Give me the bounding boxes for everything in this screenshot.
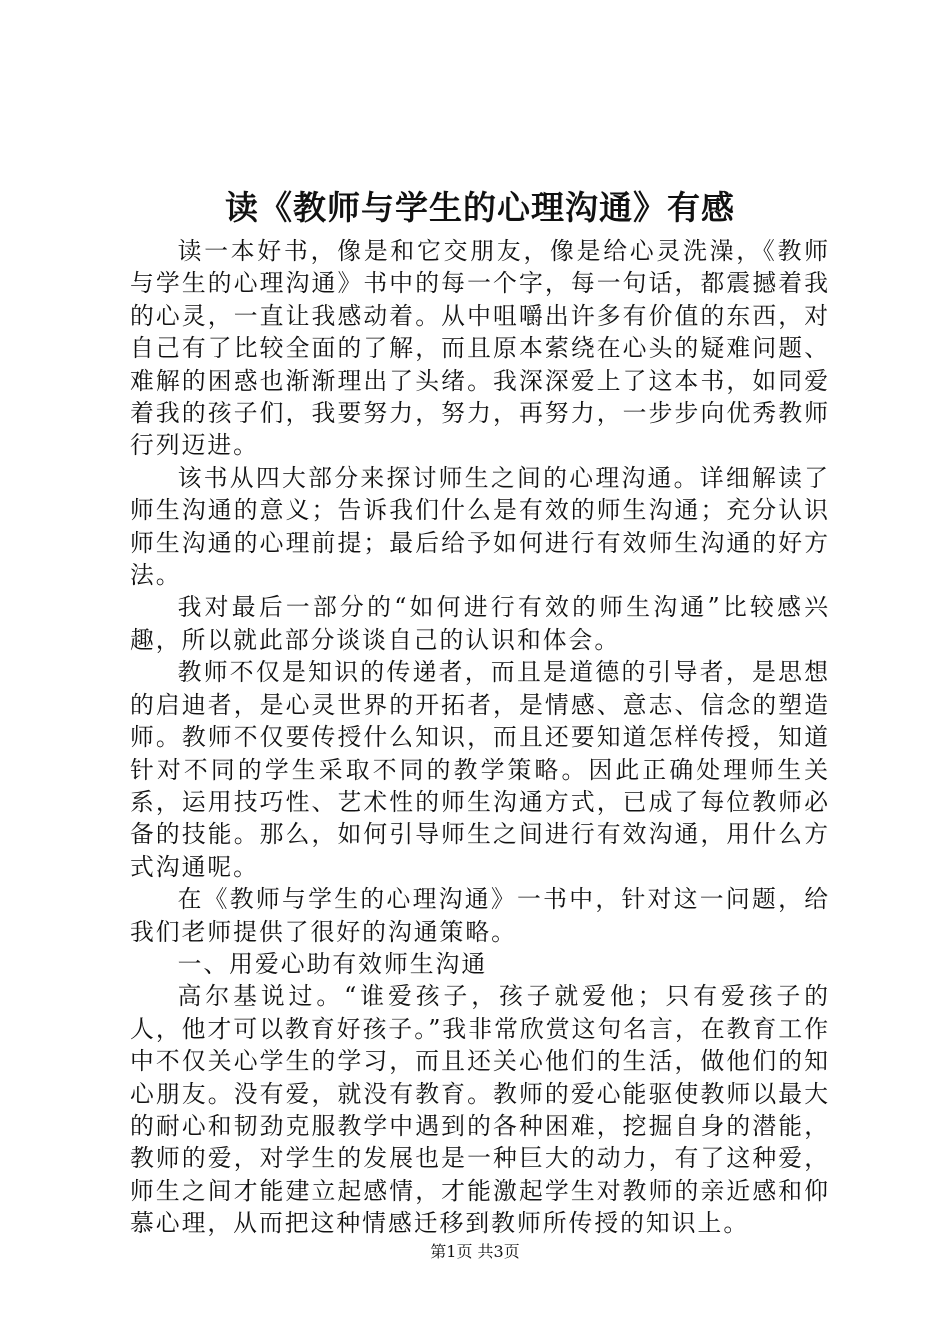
paragraph-strategy: 在《教师与学生的心理沟通》一书中，针对这一问题，给我们老师提供了很好的沟通策略。 [130,885,830,946]
paragraph-interest: 我对最后一部分的“如何进行有效的师生沟通”比较感兴趣，所以就此部分谈谈自己的认识和体会。 [130,593,830,654]
paragraph-love: 高尔基说过。“谁爱孩子，孩子就爱他；只有爱孩子的人，他才可以教育好孩子。”我非常欣赏这句名言，在教育工作中不仅关心学生的学习，而且还关心他们的生活，做他们的知心朋友。没有爱，就没有教育。教师的爱心能驱使教师以最大的耐心和韧劲克服教学中遇到的各种困难，挖掘自身的潜能，教师的爱，对学生的发展也是一种巨大的动力，有了这种爱，师生之间才能建立起感情，才能激起学生对教师的亲近感和仰慕心理，从而把这种情感迁移到教师所传授的知识上。 [130,982,830,1238]
page-footer: 第1页 共3页 [430,1242,520,1261]
paragraph-book-overview: 该书从四大部分来探讨师生之间的心理沟通。详细解读了师生沟通的意义；告诉我们什么是有效的师生沟通；充分认识师生沟通的心理前提；最后给予如何进行有效师生沟通的好方法。 [130,463,830,590]
document-title: 读《教师与学生的心理沟通》有感 [225,188,735,227]
paragraph-intro: 读一本好书，像是和它交朋友，像是给心灵洗澡，《教师与学生的心理沟通》书中的每一个字，每一句话，都震撼着我的心灵，一直让我感动着。从中咀嚼出许多有价值的东西，对自己有了比较全面的了解，而且原本萦绕在心头的疑难问题、难解的困惑也渐渐理出了头绪。我深深爱上了这本书，如同爱着我的孩子们，我要努力，努力，再努力，一步步向优秀教师行列迈进。 [130,237,830,460]
document-body [130,235,830,1240]
section-heading: 一、用爱心助有效师生沟通 [177,949,488,978]
paragraph-teacher-role: 教师不仅是知识的传递者，而且是道德的引导者，是思想的启迪者，是心灵世界的开拓者，是情感、意志、信念的塑造师。教师不仅要传授什么知识，而且还要知道怎样传授，知道针对不同的学生采取不同的教学策略。因此正确处理师生关系，运用技巧性、艺术性的师生沟通方式，已成了每位教师必备的技能。那么，如何引导师生之间进行有效沟通，用什么方式沟通呢。 [130,658,830,881]
